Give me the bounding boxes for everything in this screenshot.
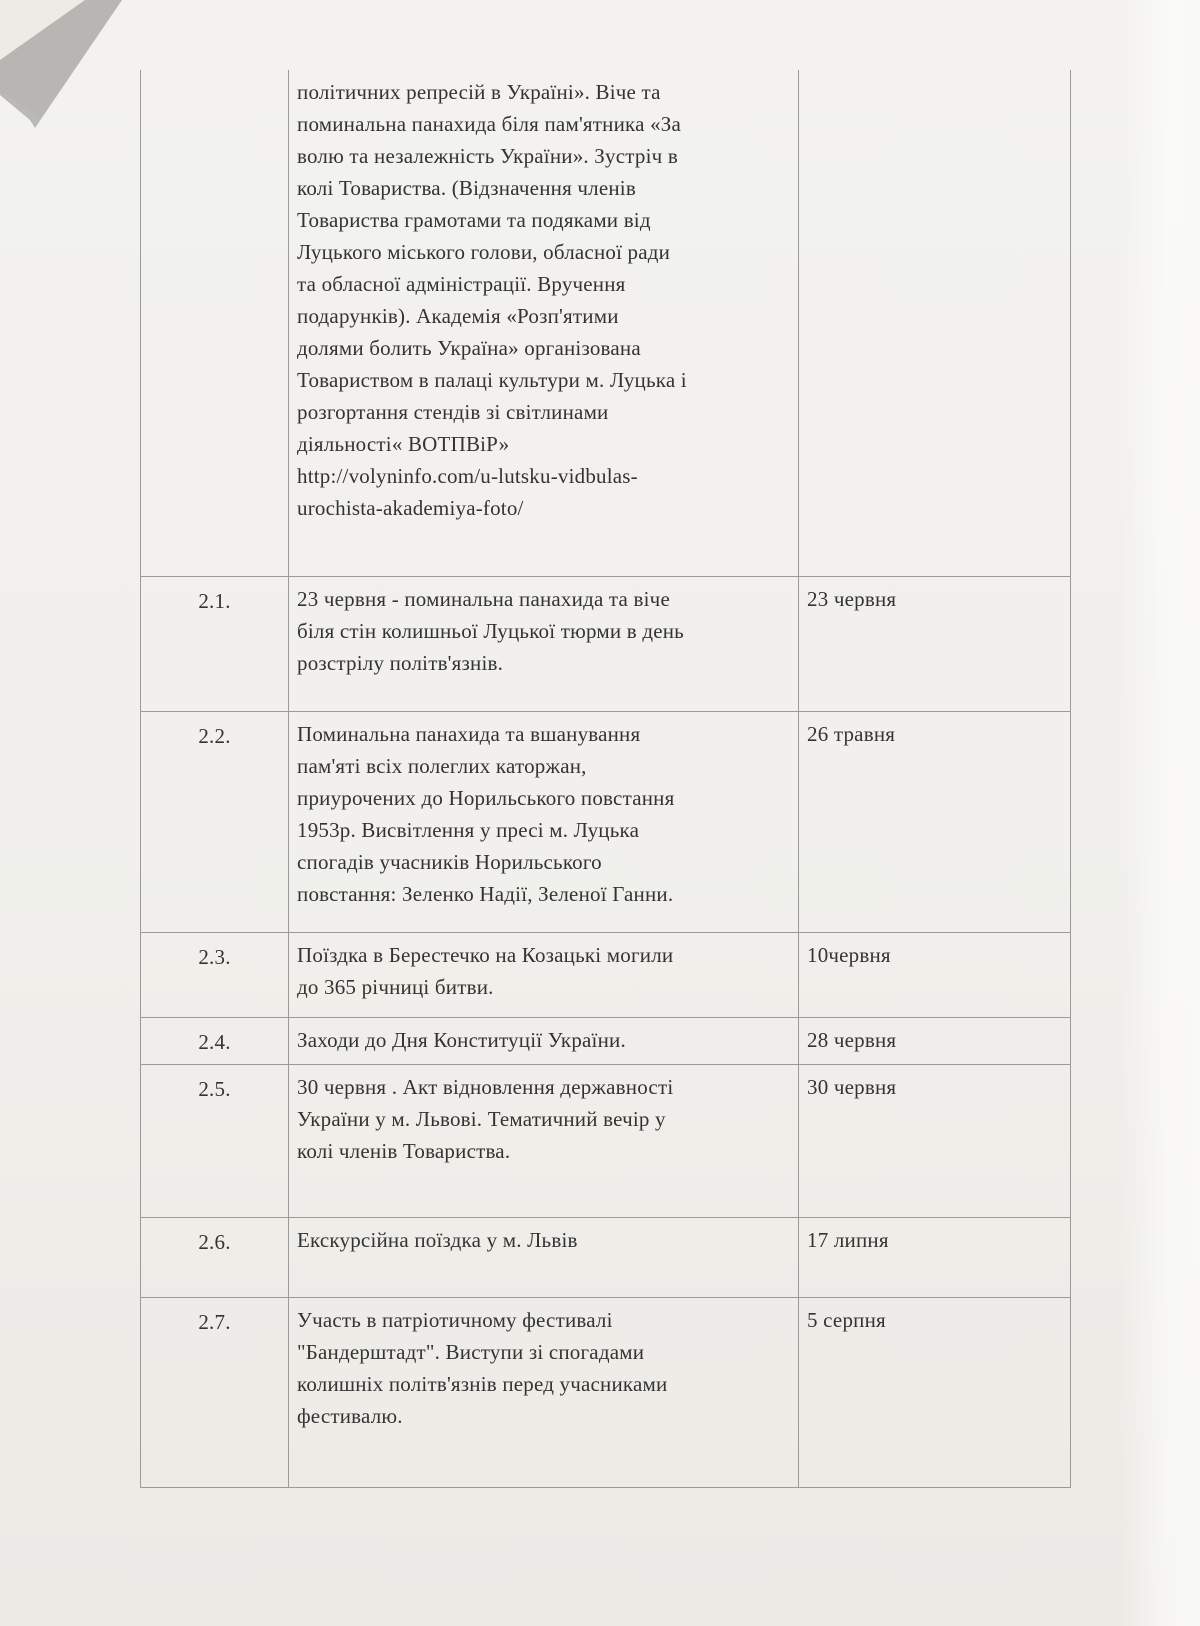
row-description (289, 70, 799, 576)
row-description-text: 23 червня - поминальна панахида та віче біля стін колишньої Луцької тюрми в день розстрілу політв'язнів. (297, 586, 684, 675)
row-date: 10червня (799, 932, 1071, 1017)
table-row (141, 932, 1071, 1017)
row-description-text: 30 червня . Акт відновлення державності України у м. Львові. Тематичний вечір у колі членів Товариства. (297, 1074, 674, 1163)
table-row (141, 576, 1071, 711)
row-number: 2.1. (141, 576, 289, 711)
table-row (141, 1017, 1071, 1064)
row-description (289, 711, 799, 932)
row-description-text: Заходи до Дня Конституції України. (297, 1027, 626, 1052)
row-number: 2.4. (141, 1017, 289, 1064)
folded-corner-shadow (0, 0, 130, 140)
row-description-text: Поминальна панахида та вшанування пам'яті всіх полеглих каторжан, приурочених до Норильського повстання 1953р. Висвітлення у пресі м. Луцька спогадів учасників Норильського повстання: Зеленко Надії, Зеленої Ганни. (297, 721, 675, 906)
row-description (289, 1064, 799, 1217)
row-description (289, 1217, 799, 1297)
table-row (141, 1217, 1071, 1297)
row-description (289, 1297, 799, 1487)
table-row (141, 70, 1071, 576)
events-table (140, 70, 1071, 1488)
row-number (141, 70, 289, 576)
row-date (799, 70, 1071, 576)
row-number: 2.7. (141, 1297, 289, 1487)
row-number: 2.5. (141, 1064, 289, 1217)
row-date: 28 червня (799, 1017, 1071, 1064)
row-description (289, 1017, 799, 1064)
table-row (141, 1064, 1071, 1217)
row-description-text: Участь в патріотичному фестивалі "Бандерштадт". Виступи зі спогадами колишніх політв'язнів перед учасниками фестивалю. (297, 1307, 668, 1428)
table-row (141, 711, 1071, 932)
row-number: 2.2. (141, 711, 289, 932)
row-date: 5 серпня (799, 1297, 1071, 1487)
row-date: 26 травня (799, 711, 1071, 932)
row-number: 2.3. (141, 932, 289, 1017)
row-date: 17 липня (799, 1217, 1071, 1297)
table-row (141, 1297, 1071, 1487)
row-description-text: Екскурсійна поїздка у м. Львів (297, 1227, 578, 1252)
row-description (289, 576, 799, 711)
page-edge-shade (1120, 0, 1200, 1626)
row-date: 30 червня (799, 1064, 1071, 1217)
row-date: 23 червня (799, 576, 1071, 711)
row-description-text: Поїздка в Берестечко на Козацькі могили до 365 річниці битви. (297, 942, 674, 999)
row-description-text: політичних репресій в Україні». Віче та поминальна панахида біля пам'ятника «За волю та незалежність України». Зустріч в колі Товариства. (Відзначення членів Товариства грамотами та подяками від Луцького міського голови, обласної ради та обласної адміністрації. Вручення подарунків). Академія «Розп'ятими долями болить Україна» організована Товариством в палаці культури м. Луцька і розгортання стендів зі світлинами діяльності« ВОТПВіР» http://volyninfo.com/u-lutsku-vidbulas- urochista-akademiya-foto/ (297, 80, 687, 520)
row-number: 2.6. (141, 1217, 289, 1297)
row-description (289, 932, 799, 1017)
